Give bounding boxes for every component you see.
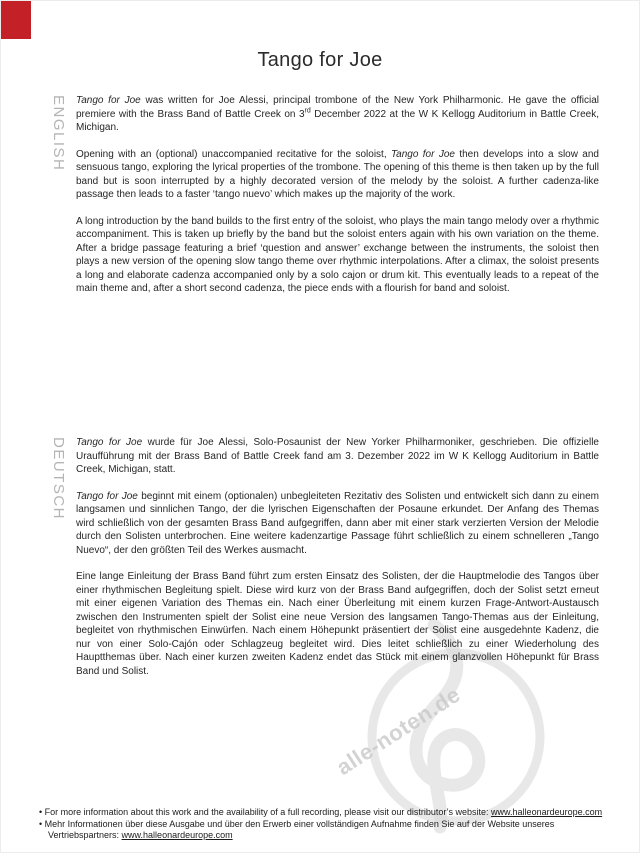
text-segment: rd bbox=[304, 107, 311, 115]
text-segment: A long introduction by the band builds to the first entry of the soloist, who plays the main tango melody over a rhythmic accompaniment. This is taken up briefly by the band but the soloist enters again with his own variation on the theme. After a bridge passage featuring a brief ‘question and answer’ exchange between the instruments, the soloist then plays a new version of the opening slow tango theme over rhythmic interpolations. After a climax, the soloist presents a long and elaborate cadenza accompanied only by a solo cajon or drum kit. This eventually leads to a repeat of the main theme and, after a short second cadenza, the piece ends with a flourish for band and soloist. bbox=[76, 215, 599, 294]
text-segment: wurde für Joe Alessi, Solo-Posaunist der New Yorker Philharmoniker, geschrieben. Die offizielle Uraufführung mit der Brass Band of Battle Creek fand am 3. Dezember 2022 im W K Kellogg Auditorium in Battle Creek, Michigan, statt. bbox=[76, 437, 599, 475]
page-title: Tango for Joe bbox=[257, 49, 383, 71]
deutsch-text-block bbox=[76, 436, 599, 678]
bullet-icon: • bbox=[39, 807, 45, 817]
text-segment: beginnt mit einem (optionalen) unbegleiteten Rezitativ des Solisten und entwickelt sich dann zu einem langsamen und sinnlichen Tango, der die lyrischen Eigenschaften der Posaune erkundet. Der Anfang des Themas wird schließlich von der gesamten Brass Band aufgegriffen, dann aber mit einer stark verzierten Version der Melodie durch den Solisten unterbrochen. Eine weitere kadenzartige Passage führt schließlich zu einem schnelleren „Tango Nuevo“, der den größten Teil des Werkes ausmacht. bbox=[76, 490, 599, 556]
paragraph bbox=[76, 490, 599, 558]
text-segment: Tango for Joe bbox=[76, 437, 143, 448]
footer-text: For more information about this work and the availability of a full recording, please visit our distributor’s website: bbox=[44, 807, 492, 817]
corner-marker bbox=[1, 1, 31, 39]
distributor-website-link[interactable]: www.halleonardeurope.com bbox=[491, 807, 603, 817]
footer-text: Mehr Informationen über diese Ausgabe und über den Erwerb einer vollständigen Aufnahme finden Sie auf der Website unseres Vertriebspartners: bbox=[44, 818, 555, 840]
footer bbox=[39, 807, 605, 842]
section-english bbox=[50, 94, 599, 296]
distributor-website-link[interactable]: www.halleonardeurope.com bbox=[121, 830, 233, 840]
text-segment: Tango for Joe bbox=[76, 95, 141, 106]
text-segment: was written for Joe Alessi, principal trombone of the New York Philharmonic. He gave the official premiere with the Brass Band of Battle Creek on 3 bbox=[76, 95, 599, 120]
text-segment: Opening with an (optional) unaccompanied recitative for the soloist, bbox=[76, 148, 391, 160]
watermark-text: alle-noten.de bbox=[331, 681, 465, 781]
paragraph bbox=[76, 215, 599, 296]
footer-item bbox=[39, 819, 605, 842]
text-segment: December 2022 at the W K Kellogg Auditorium in Battle Creek, Michigan. bbox=[76, 108, 599, 133]
footer-item bbox=[39, 807, 605, 819]
paragraph bbox=[76, 436, 599, 477]
text-segment: Tango for Joe bbox=[390, 148, 455, 160]
text-segment: Eine lange Einleitung der Brass Band führt zum ersten Einsatz des Solisten, der die Hauptmelodie des Tangos über einer rhythmischen Begleitung spielt. Diese wird kurz von der Brass Band aufgegriffen, doch der Solist setzt erneut mit einer eigenen Variation des Themas ein. Nach einer Überleitung mit einem kurzen Frage-Antwort-Austausch zwischen den Instrumenten spielt der Solist eine neue Version des langsamen Tango-Themas aus der Einleitung, begleitet von rhythmischen Einwürfen. Nach einem Höhepunkt präsentiert der Solist eine ausgedehnte Kadenz, die nur von einer Solo-Cajón oder Schlagzeug begleitet wird. Dies leitet schließlich zu einer Wiederholung des Hauptthemas über. Nach einer kurzen zweiten Kadenz endet das Stück mit einem glanzvollen Höhepunkt für Brass Band und Solist. bbox=[76, 571, 599, 677]
paragraph bbox=[76, 148, 599, 202]
paragraph bbox=[76, 94, 599, 135]
paragraph bbox=[76, 570, 599, 678]
language-label-english: ENGLISH bbox=[50, 95, 67, 172]
bullet-icon: • bbox=[39, 818, 45, 829]
text-segment: then develops into a slow and sensuous tango, exploring the lyrical properties of the trombone. The opening of this theme is then taken up by the full band but is soon interrupted by a highly decorated version of the melody by the soloist. A further cadenza-like passage then leads to a faster ‘tango nuevo’ which makes up the majority of the work. bbox=[76, 148, 599, 200]
section-deutsch bbox=[50, 436, 599, 678]
language-label-deutsch: DEUTSCH bbox=[50, 437, 67, 521]
text-segment: Tango for Joe bbox=[76, 490, 138, 502]
english-text-block bbox=[76, 94, 599, 296]
